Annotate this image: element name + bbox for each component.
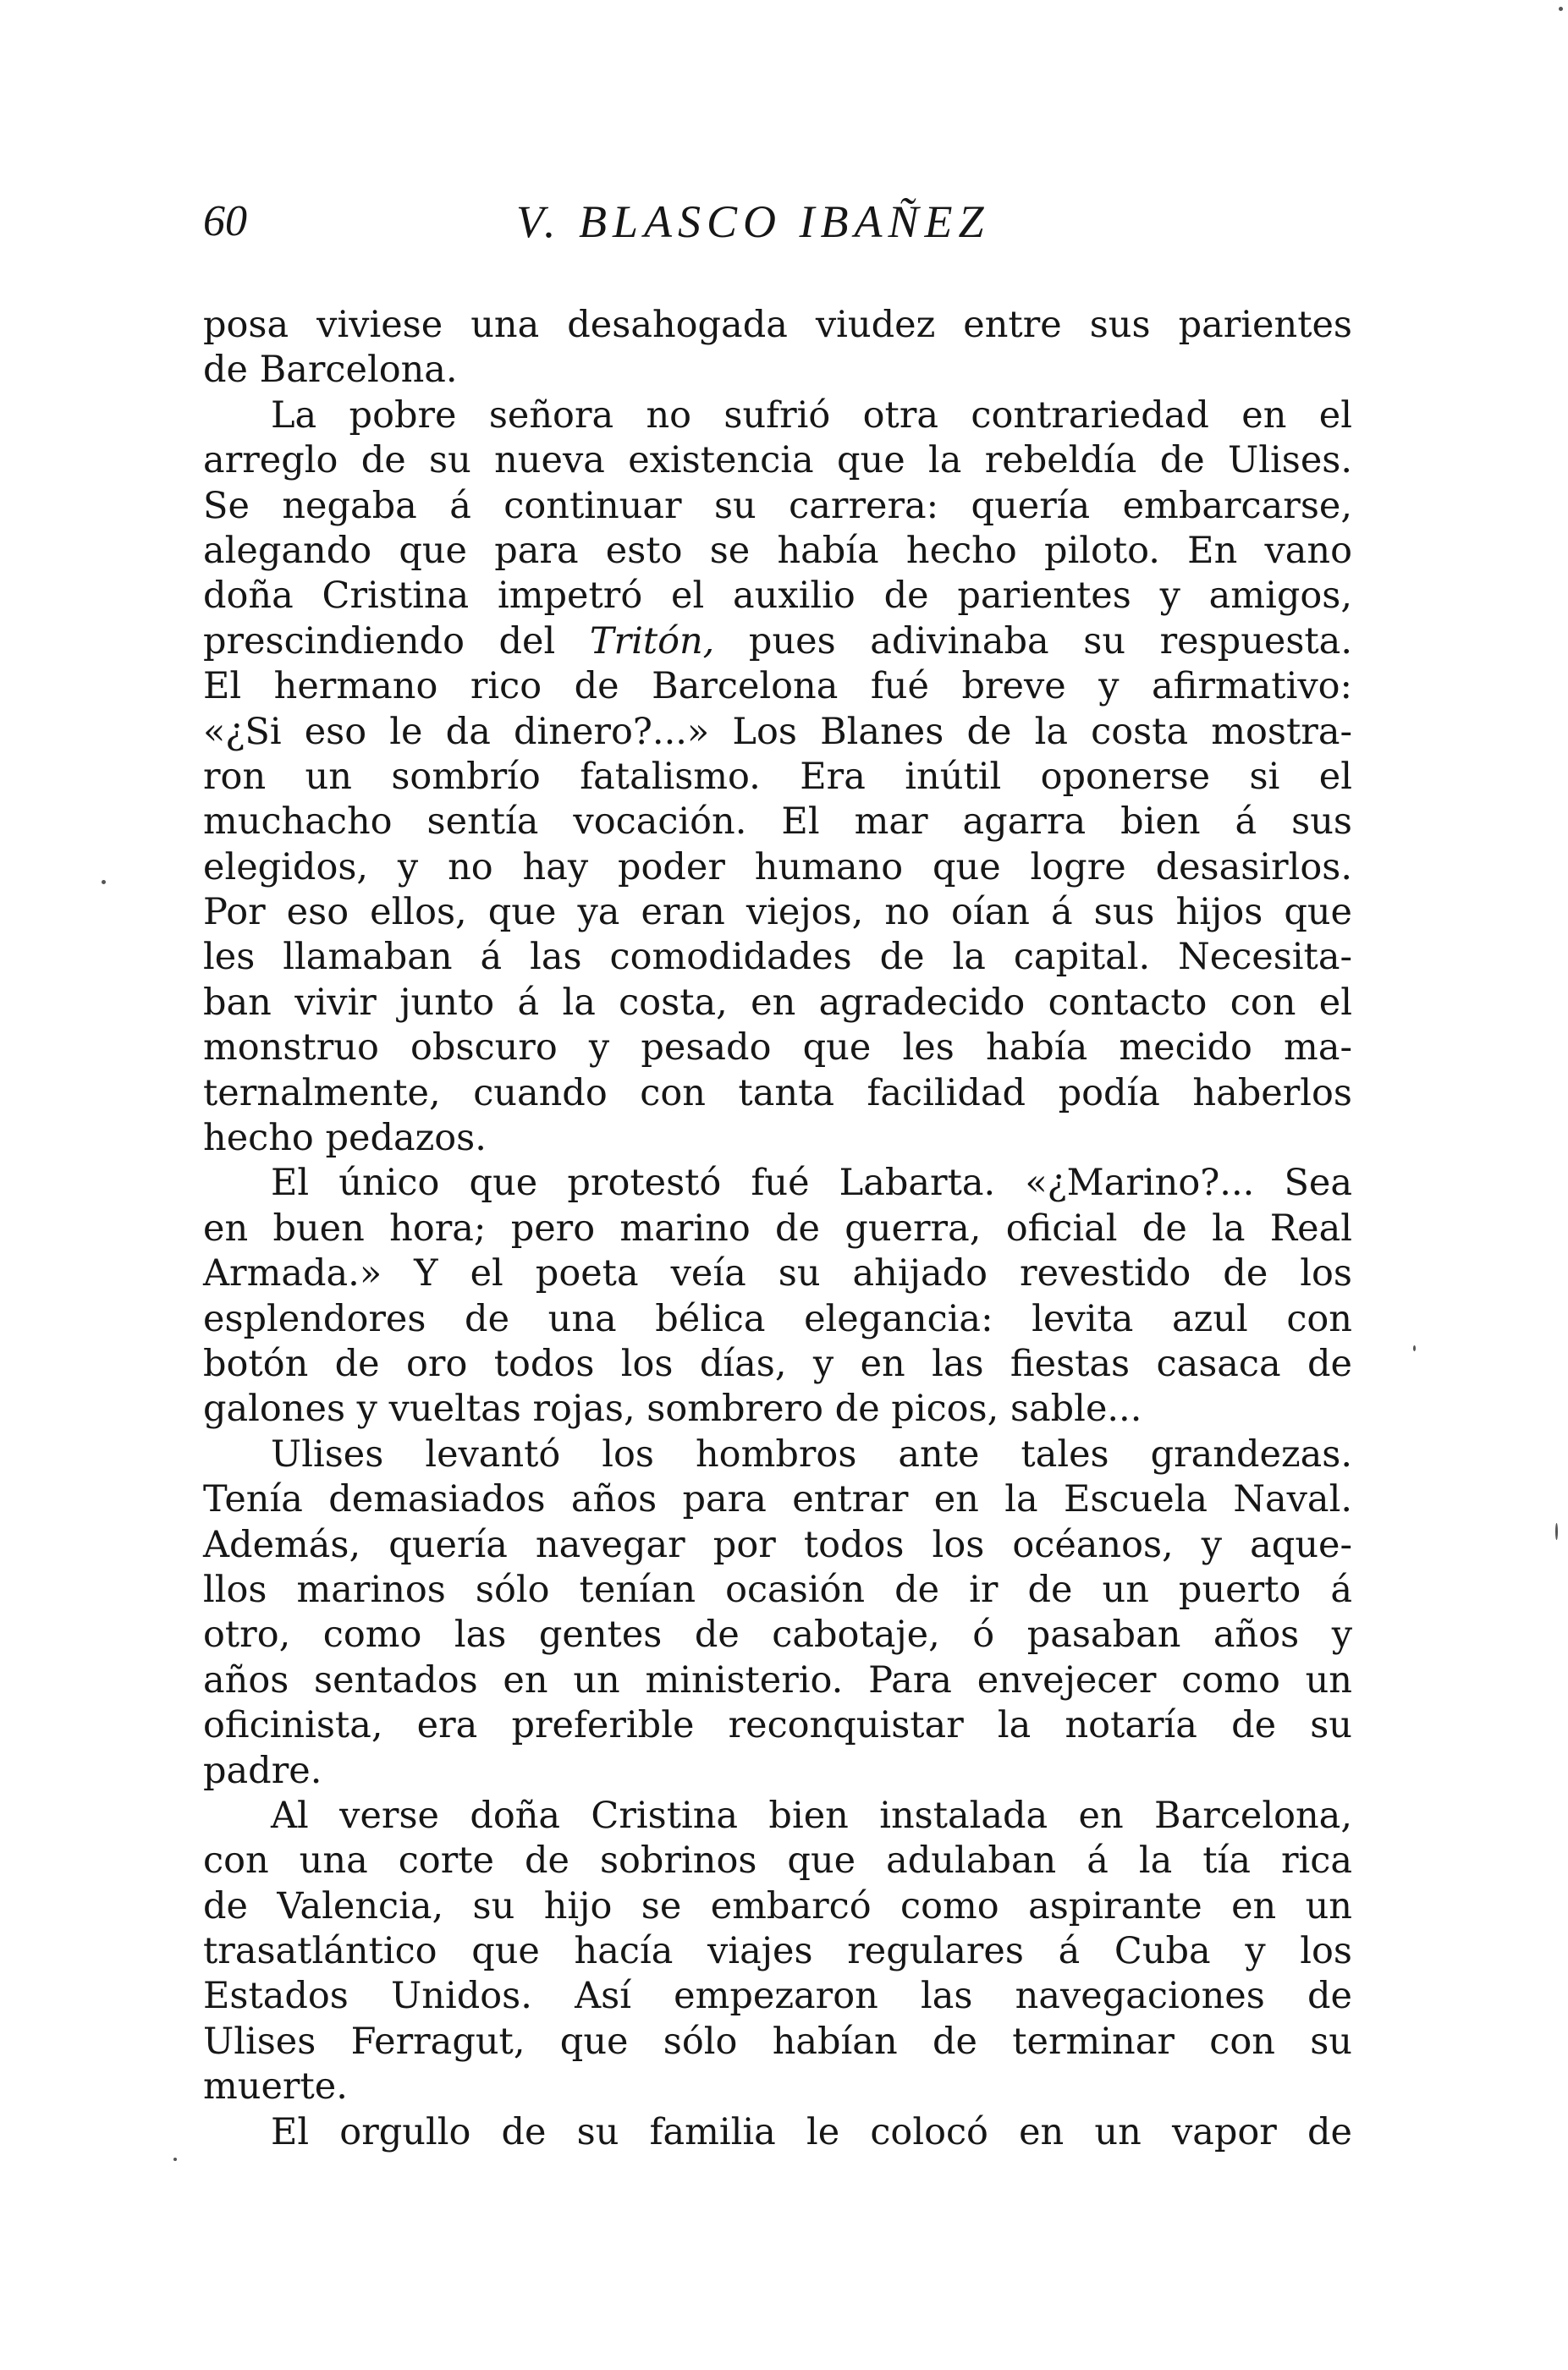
text-line: en buen hora; pero marino de guerra, oficial de la Real <box>203 1207 1352 1250</box>
body-text <box>203 303 1352 2155</box>
text-line: La pobre señora no sufrió otra contrariedad en el <box>271 393 1352 437</box>
text-line: otro, como las gentes de cabotaje, ó pasaban años y <box>203 1614 1352 1657</box>
text-line: muerte. <box>203 2065 348 2109</box>
text-line: Estados Unidos. Así empezaron las navegaciones de <box>203 1975 1352 2018</box>
text-line: El único que protestó fué Labarta. «¿Marino?... Sea <box>271 1162 1352 1205</box>
running-head: V. BLASCO IBAÑEZ <box>516 196 990 247</box>
text-line: «¿Si eso le da dinero?...» Los Blanes de la costa mostra- <box>203 710 1352 753</box>
text-line: hecho pedazos. <box>203 1117 487 1160</box>
text-line: Ulises levantó los hombros ante tales grandezas. <box>271 1432 1352 1476</box>
text-line: muchacho sentía vocación. El mar agarra bien á sus <box>203 800 1352 844</box>
print-speck <box>1413 1345 1416 1351</box>
text-line: arreglo de su nueva existencia que la rebeldía de Ulises. <box>203 439 1352 482</box>
text-line: ternalmente, cuando con tanta facilidad podía haberlos <box>203 1071 1352 1114</box>
text-line: El orgullo de su familia le colocó en un vapor de <box>271 2110 1352 2153</box>
text-line: botón de oro todos los días, y en las fiestas casaca de <box>203 1342 1352 1385</box>
text-line: Armada.» Y el poeta veía su ahijado revestido de los <box>203 1252 1352 1295</box>
print-speck <box>173 2158 177 2161</box>
text-fragment: prescindiendo del <box>203 619 590 663</box>
text-line: de Barcelona. <box>203 349 458 392</box>
text-line: Por eso ellos, que ya eran viejos, no oían á sus hijos que <box>203 891 1352 934</box>
text-fragment: pues adivinaba su respuesta. <box>714 619 1352 663</box>
text-line: padre. <box>203 1749 322 1792</box>
text-line: de Valencia, su hijo se embarcó como aspirante en un <box>203 1884 1352 1927</box>
print-speck <box>102 880 106 884</box>
text-line: ban vivir junto á la costa, en agradecido contacto con el <box>203 981 1352 1024</box>
page-header <box>203 196 1354 264</box>
text-line: esplendores de una bélica elegancia: levita azul con <box>203 1297 1352 1340</box>
text-line: El hermano rico de Barcelona fué breve y afirmativo: <box>203 665 1352 708</box>
text-line: trasatlántico que hacía viajes regulares á Cuba y los <box>203 1930 1352 1973</box>
text-line: monstruo obscuro y pesado que les había mecido ma- <box>203 1026 1352 1070</box>
text-line: les llamaban á las comodidades de la capital. Necesita- <box>203 936 1352 979</box>
text-line: con una corte de sobrinos que adulaban á la tía rica <box>203 1839 1352 1883</box>
print-speck <box>1559 7 1563 11</box>
text-line: galones y vueltas rojas, sombrero de picos, sable... <box>203 1388 1142 1431</box>
text-line: doña Cristina impetró el auxilio de parientes y amigos, <box>203 575 1352 618</box>
text-line: Al verse doña Cristina bien instalada en Barcelona, <box>271 1794 1352 1837</box>
text-line: años sentados en un ministerio. Para envejecer como un <box>203 1658 1352 1702</box>
text-line: llos marinos sólo tenían ocasión de ir de un puerto á <box>203 1568 1352 1611</box>
text-line: ron un sombrío fatalismo. Era inútil oponerse si el <box>203 755 1352 798</box>
text-line: Además, quería navegar por todos los océanos, y aque- <box>203 1523 1352 1566</box>
text-line: alegando que para esto se había hecho piloto. En vano <box>203 529 1352 572</box>
text-line: posa viviese una desahogada viudez entre sus parientes <box>203 304 1352 346</box>
ship-name-italic: Tritón, <box>589 619 715 663</box>
text-line: Ulises Ferragut, que sólo habían de terminar con su <box>203 2020 1352 2063</box>
print-speck <box>1555 1523 1558 1540</box>
text-line: elegidos, y no hay poder humano que logre desasirlos. <box>203 845 1352 888</box>
text-line: Se negaba á continuar su carrera: quería embarcarse, <box>203 484 1352 527</box>
text-line: oficinista, era preferible reconquistar la notaría de su <box>203 1704 1352 1747</box>
text-line: Tenía demasiados años para entrar en la Escuela Naval. <box>203 1478 1352 1521</box>
page-number: 60 <box>203 197 247 245</box>
text-line <box>203 619 1352 664</box>
